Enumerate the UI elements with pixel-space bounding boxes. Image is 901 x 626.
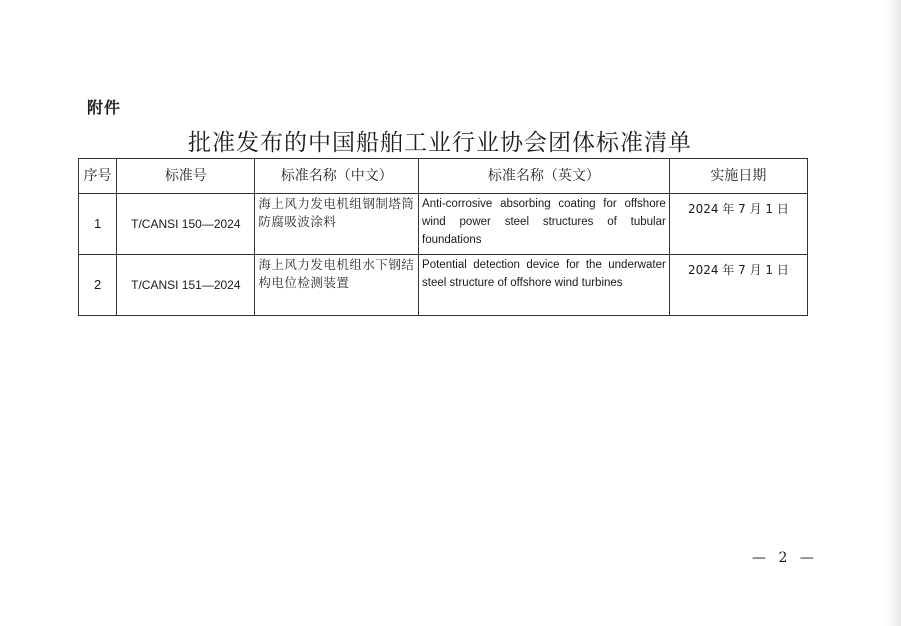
- header-standard-code: 标准号: [117, 159, 255, 194]
- row-serial-number: 2: [79, 255, 117, 316]
- row-effective-date: 2024 年 7 月 1 日: [669, 194, 807, 255]
- header-serial-number: 序号: [79, 159, 117, 194]
- header-effective-date: 实施日期: [669, 159, 807, 194]
- table-row: [79, 255, 808, 316]
- row-name-chinese: 海上风力发电机组钢制塔筒防腐吸波涂料: [255, 194, 419, 255]
- row-serial-number: 1: [79, 194, 117, 255]
- page-number: — 2 —: [752, 550, 818, 566]
- row-name-english: Anti-corrosive absorbing coating for offshore wind power steel structures of tubular foundations: [419, 194, 670, 255]
- annex-label: 附件: [87, 98, 122, 117]
- row-name-chinese: 海上风力发电机组水下钢结构电位检测装置: [255, 255, 419, 316]
- row-standard-code: T/CANSI 151—2024: [117, 255, 255, 316]
- header-name-chinese: 标准名称（中文）: [255, 159, 419, 194]
- table-row: [79, 194, 808, 255]
- document-title: 批准发布的中国船舶工业行业协会团体标准清单: [188, 130, 692, 156]
- header-name-english: 标准名称（英文）: [419, 159, 670, 194]
- row-name-english: Potential detection device for the underwater steel structure of offshore wind turbines: [419, 255, 670, 316]
- standards-table: [78, 158, 808, 316]
- table-header-row: [79, 159, 808, 194]
- page-edge-shade: [885, 0, 901, 626]
- row-effective-date: 2024 年 7 月 1 日: [669, 255, 807, 316]
- row-standard-code: T/CANSI 150—2024: [117, 194, 255, 255]
